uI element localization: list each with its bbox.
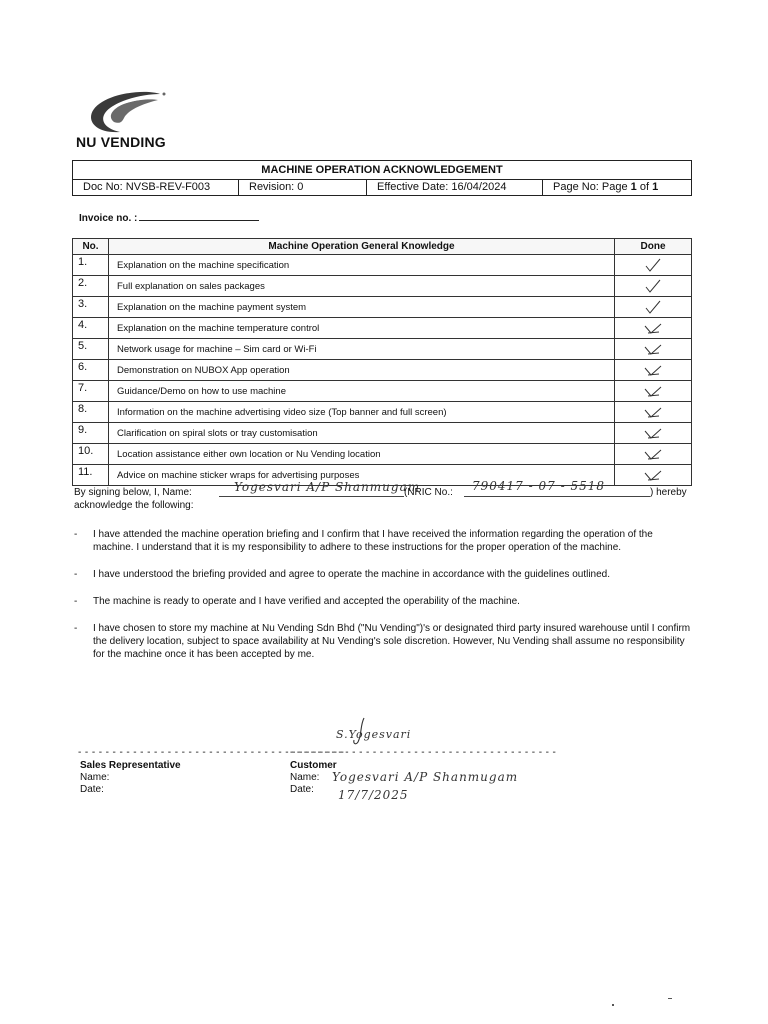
row-done <box>615 276 692 297</box>
row-done <box>615 297 692 318</box>
row-item: Location assistance either own location or Nu Vending location <box>109 444 615 465</box>
form-title: MACHINE OPERATION ACKNOWLEDGEMENT <box>73 161 691 180</box>
check-mark-icon <box>642 404 664 420</box>
check-mark-icon <box>642 362 664 378</box>
row-number: 3. <box>73 297 109 318</box>
row-done <box>615 360 692 381</box>
checklist-row <box>73 339 692 360</box>
row-item: Explanation on the machine specification <box>109 255 615 276</box>
customer-handwritten-name: Yogesvari A/P Shanmugam <box>332 770 519 784</box>
check-mark-icon <box>642 257 664 273</box>
signing-line2: acknowledge the following: <box>74 500 194 511</box>
row-done <box>615 255 692 276</box>
checklist-row <box>73 276 692 297</box>
row-item: Information on the machine advertising video size (Top banner and full screen) <box>109 402 615 423</box>
checklist-row <box>73 318 692 339</box>
handwritten-nric: 790417 - 07 - 5518 <box>472 479 605 493</box>
check-mark-icon <box>642 467 664 483</box>
customer-signature: S.Yogesvari <box>336 728 412 741</box>
check-mark-icon <box>642 425 664 441</box>
row-done <box>615 318 692 339</box>
signature-flourish-icon <box>350 716 374 746</box>
row-item: Advice on machine sticker wraps for advertising purposes <box>109 465 615 486</box>
check-mark-icon <box>642 341 664 357</box>
row-item: Clarification on spiral slots or tray customisation <box>109 423 615 444</box>
sales-rep-name-label: Name: <box>80 772 110 783</box>
row-done <box>615 381 692 402</box>
acknowledgement-bullets <box>74 528 694 675</box>
page-number: Page No: Page 1 of 1 <box>553 181 659 193</box>
checklist-row <box>73 297 692 318</box>
operation-checklist-table <box>72 238 692 486</box>
sales-rep-date-label: Date: <box>80 784 104 795</box>
invoice-field <box>79 211 259 224</box>
customer-name-label: Name: <box>290 772 320 783</box>
customer-date-label: Date: <box>290 784 314 795</box>
row-done <box>615 339 692 360</box>
check-mark-icon <box>642 278 664 294</box>
col-no: No. <box>73 239 109 255</box>
scan-speck <box>612 1004 614 1006</box>
row-number: 4. <box>73 318 109 339</box>
form-header <box>72 160 692 196</box>
row-item: Network usage for machine – Sim card or Wi-Fi <box>109 339 615 360</box>
signing-prefix: By signing below, I, Name: <box>74 487 192 498</box>
sales-signature-line: - - - - - - - - - - - - - - - - - - - - - - - - - - - - - - - - - - - - - - - <box>78 747 345 758</box>
scan-speck <box>668 998 672 999</box>
row-done <box>615 423 692 444</box>
row-number: 10. <box>73 444 109 465</box>
customer-block <box>290 760 337 796</box>
col-item: Machine Operation General Knowledge <box>109 239 615 255</box>
row-done <box>615 402 692 423</box>
bullet-item: - I have chosen to store my machine at Nu Vending Sdn Bhd ("Nu Vending")'s or designated third party insured warehouse until I confirm the delivery location, subject to space availability at Nu Vending's sole discretion. However, Nu Vending shall assume no responsibility for the machine once it has been accepted by me. <box>74 622 694 661</box>
row-item: Demonstration on NUBOX App operation <box>109 360 615 381</box>
invoice-blank-line <box>139 211 259 221</box>
bullet-item: - The machine is ready to operate and I have verified and accepted the operability of the machine. <box>74 595 694 608</box>
row-item: Explanation on the machine temperature control <box>109 318 615 339</box>
row-done <box>615 465 692 486</box>
checklist-row <box>73 360 692 381</box>
row-number: 11. <box>73 465 109 486</box>
sales-rep-block <box>80 760 181 796</box>
customer-title: Customer <box>290 760 337 771</box>
effective-date: Effective Date: 16/04/2024 <box>367 180 543 195</box>
checklist-row <box>73 423 692 444</box>
doc-no: Doc No: NVSB-REV-F003 <box>73 180 239 195</box>
form-meta-row <box>73 180 691 195</box>
sales-rep-title: Sales Representative <box>80 760 181 771</box>
revision: Revision: 0 <box>239 180 367 195</box>
row-number: 2. <box>73 276 109 297</box>
col-done: Done <box>615 239 692 255</box>
row-number: 1. <box>73 255 109 276</box>
check-mark-icon <box>642 320 664 336</box>
customer-signature-line: - - - - - - - - - - - - - - - - - - - - - - - - - - - - - - - - - - - - - - - <box>290 747 557 758</box>
row-number: 8. <box>73 402 109 423</box>
check-mark-icon <box>642 299 664 315</box>
invoice-label: Invoice no. : <box>79 213 138 224</box>
checklist-row <box>73 381 692 402</box>
customer-handwritten-date: 17/7/2025 <box>338 788 409 802</box>
bullet-item: - I have attended the machine operation briefing and I confirm that I have received the information regarding the operation of the machine. I understand that it is my responsibility to adhere to these instructions for the proper operation of the machine. <box>74 528 694 554</box>
row-number: 5. <box>73 339 109 360</box>
row-item: Full explanation on sales packages <box>109 276 615 297</box>
row-number: 7. <box>73 381 109 402</box>
signing-suffix: ) hereby <box>650 487 687 498</box>
row-item: Explanation on the machine payment system <box>109 297 615 318</box>
row-number: 6. <box>73 360 109 381</box>
row-done <box>615 444 692 465</box>
checklist-header-row <box>73 239 692 255</box>
row-item: Guidance/Demo on how to use machine <box>109 381 615 402</box>
nric-label: (NRIC No.: <box>404 487 453 498</box>
checklist-row <box>73 255 692 276</box>
checklist-row <box>73 444 692 465</box>
checklist-body <box>73 255 692 486</box>
check-mark-icon <box>642 446 664 462</box>
row-number: 9. <box>73 423 109 444</box>
company-name: NU VENDING <box>76 134 166 150</box>
checklist-row <box>73 402 692 423</box>
handwritten-name: Yogesvari A/P Shanmugam <box>234 480 421 494</box>
swoosh-logo-icon <box>80 88 170 136</box>
bullet-item: - I have understood the briefing provided and agree to operate the machine in accordance with the guidelines outlined. <box>74 568 694 581</box>
check-mark-icon <box>642 383 664 399</box>
